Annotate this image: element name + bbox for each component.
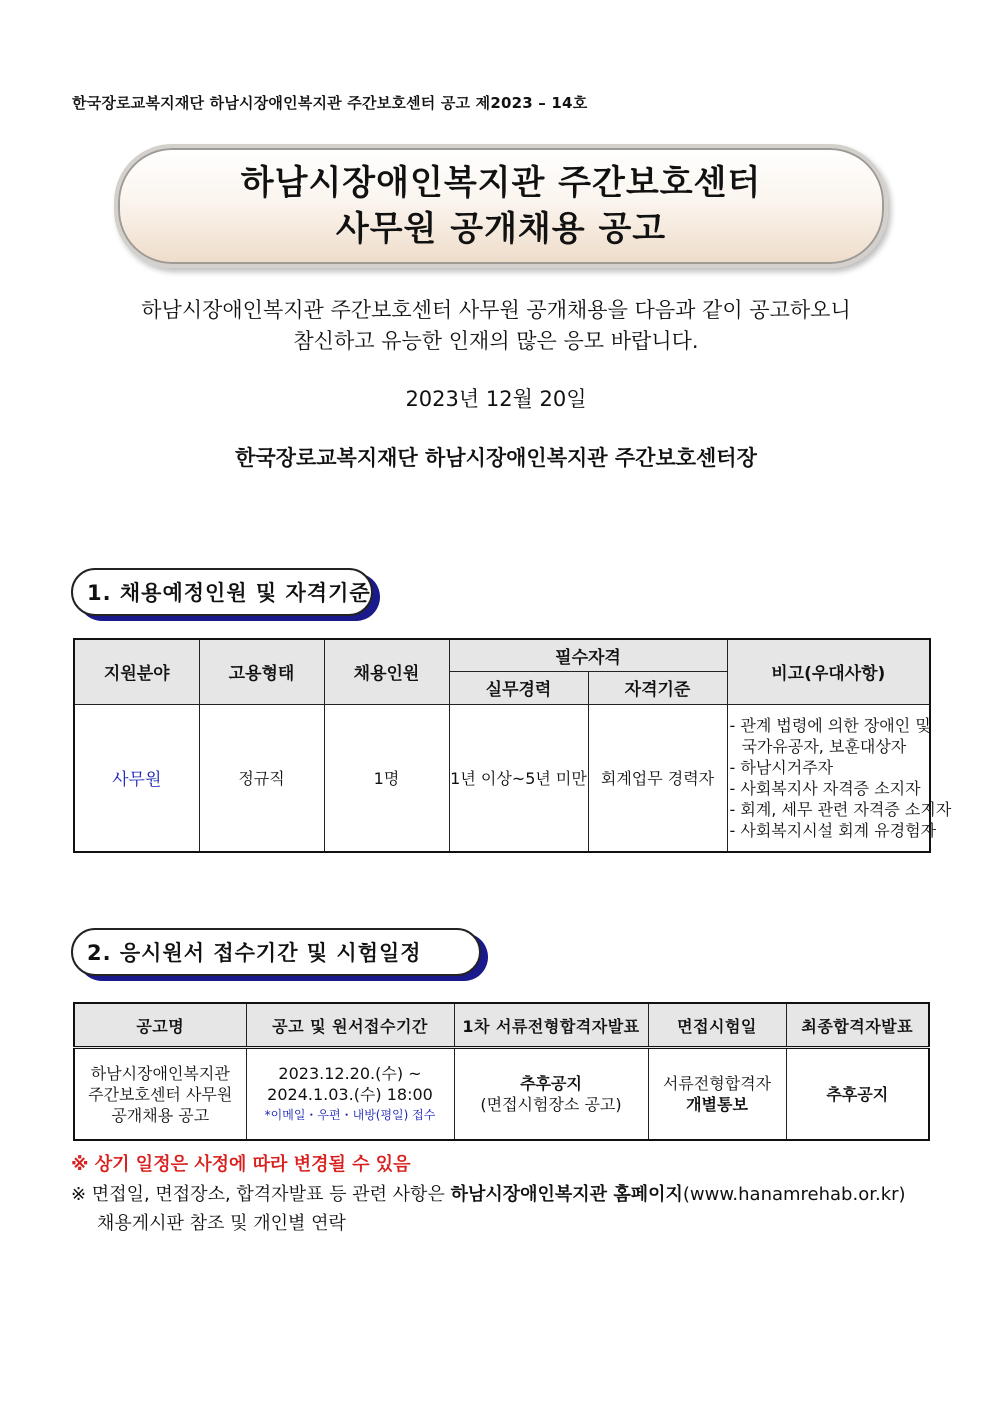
doc-result-line-2: (면접시험장소 공고)	[480, 1095, 622, 1114]
note-item: 국가유공자, 보훈대상자	[741, 736, 907, 756]
cell-notes	[727, 704, 952, 852]
cell-headcount: 1명	[324, 704, 449, 852]
table-row	[74, 1048, 929, 1141]
header-headcount: 채용인원	[324, 639, 449, 704]
contact-info	[71, 1180, 906, 1238]
header-notes: 비고(우대사항)	[727, 639, 930, 704]
header-period: 공고 및 원서접수기간	[246, 1003, 454, 1048]
info-line-2: 채용게시판 참조 및 개인별 연락	[97, 1213, 346, 1234]
qualification-table	[73, 638, 952, 853]
notice-number: 한국장로교복지재단 하남시장애인복지관 주간보호센터 공고 제2023 – 14호	[72, 94, 588, 112]
section-2-heading: 2. 응시원서 접수기간 및 시험일정	[71, 928, 481, 976]
table-row	[74, 704, 930, 852]
signatory: 한국장로교복지재단 하남시장애인복지관 주간보호센터장	[235, 446, 757, 470]
notice-date: 2023년 12월 20일	[405, 387, 587, 411]
header-qualification: 자격기준	[588, 671, 727, 704]
title-line-1: 하남시장애인복지관 주간보호센터	[240, 163, 762, 203]
title-banner	[114, 144, 888, 268]
cell-final: 추후공지	[786, 1048, 929, 1141]
notice-name-line: 주간보호센터 사무원	[88, 1084, 233, 1104]
cell-field: 사무원	[74, 704, 199, 852]
header-final: 최종합격자발표	[786, 1003, 929, 1048]
header-field: 지원분야	[74, 639, 199, 704]
section-1-heading: 1. 채용예정인원 및 자격기준	[71, 568, 373, 616]
cell-experience: 1년 이상~5년 미만	[449, 704, 588, 852]
cell-employment-type: 정규직	[199, 704, 324, 852]
header-required: 필수자격	[449, 639, 727, 671]
interview-line-1: 서류전형합격자	[662, 1074, 772, 1093]
info-prefix: ※ 면접일, 면접장소, 합격자발표 등 관련 사항은	[71, 1184, 451, 1205]
header-notice-name: 공고명	[74, 1003, 246, 1048]
title-line-2: 사무원 공개채용 공고	[335, 209, 667, 249]
note-item: - 회계, 세무 관련 자격증 소지자	[729, 799, 952, 819]
period-start: 2023.12.20.(수) ~	[278, 1063, 422, 1083]
cell-period	[246, 1048, 454, 1141]
cell-notice-name	[74, 1048, 246, 1141]
note-item: - 관계 법령에 의한 장애인 및	[729, 715, 931, 735]
notice-name-line: 하남시장애인복지관	[90, 1063, 230, 1083]
note-item: - 하남시거주자	[729, 757, 834, 777]
cell-qualification: 회계업무 경력자	[588, 704, 727, 852]
intro-line-2: 참신하고 유능한 인재의 많은 응모 바랍니다.	[293, 329, 699, 353]
schedule-table	[73, 1002, 930, 1141]
cell-interview	[648, 1048, 786, 1141]
interview-line-2: 개별통보	[686, 1095, 748, 1114]
header-doc-result: 1차 서류전형합격자발표	[454, 1003, 648, 1048]
note-item: - 사회복지사 자격증 소지자	[729, 778, 921, 798]
period-note: *이메일・우편・내방(평일) 접수	[264, 1107, 436, 1122]
period-end: 2024.1.03.(수) 18:00	[267, 1084, 433, 1104]
note-item: - 사회복지시설 회계 유경험자	[729, 820, 937, 840]
schedule-change-warning: ※ 상기 일정은 사정에 따라 변경될 수 있음	[71, 1154, 411, 1175]
doc-result-line-1: 추후공지	[520, 1074, 582, 1093]
notice-name-line: 공개채용 공고	[111, 1105, 210, 1125]
header-experience: 실무경력	[449, 671, 588, 704]
cell-doc-result	[454, 1048, 648, 1141]
header-employment-type: 고용형태	[199, 639, 324, 704]
intro-line-1: 하남시장애인복지관 주간보호센터 사무원 공개채용을 다음과 같이 공고하오니	[141, 298, 851, 322]
header-interview: 면접시험일	[648, 1003, 786, 1048]
info-homepage: 하남시장애인복지관 홈페이지	[450, 1184, 683, 1205]
homepage-url: (www.hanamrehab.or.kr)	[682, 1184, 906, 1205]
